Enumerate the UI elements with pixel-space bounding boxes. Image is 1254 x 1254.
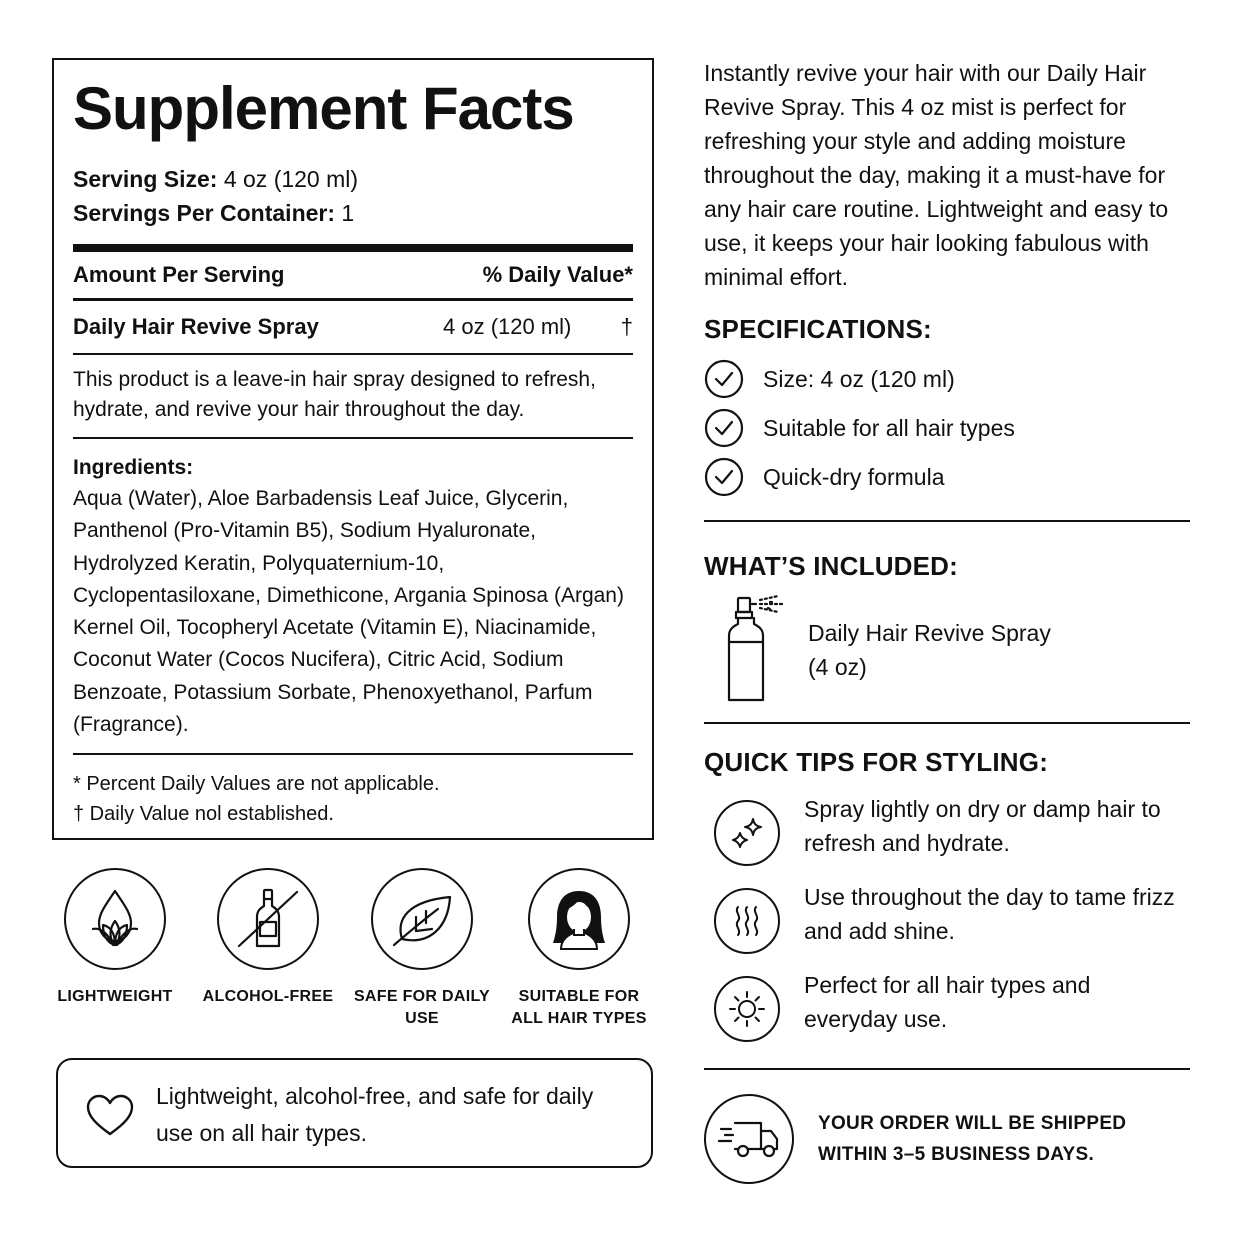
intro-paragraph: Instantly revive your hair with our Daily Hair Revive Spray. This 4 oz mist is perfect for refreshing your style and adding moisture throughout the day, making it a must-have for any hair care routine. Lightweight and easy to use, it keeps your hair looking fabulous with minimal effort.	[704, 60, 1169, 290]
included-item	[808, 616, 1051, 684]
feature-lightweight	[40, 868, 190, 1008]
thick-divider	[73, 244, 633, 252]
specifications-title: SPECIFICATIONS:	[704, 314, 932, 344]
spec-item-label: Suitable for all hair types	[763, 414, 1015, 441]
feature-safe-daily-label: SAFE FOR DAILY USE	[353, 988, 491, 1027]
dv-header: % Daily Value*	[482, 262, 633, 287]
feature-lightweight-label: LIGHTWEIGHT	[57, 988, 173, 1005]
leaf-icon	[371, 868, 473, 970]
spec-item-label: Size: 4 oz (120 ml)	[763, 365, 955, 392]
serving-size-value: 4 oz (120 ml)	[217, 166, 359, 192]
spec-item-size	[704, 359, 1184, 399]
tips-title: QUICK TIPS FOR STYLING:	[704, 747, 1049, 777]
item-row	[73, 301, 633, 355]
item-dv: †	[620, 314, 633, 339]
item-name: Daily Hair Revive Spray	[73, 314, 319, 339]
servings-label: Servings Per Container:	[73, 200, 336, 226]
included-title: WHAT’S INCLUDED:	[704, 551, 959, 581]
callout-box	[56, 1058, 653, 1168]
check-circle-icon	[704, 408, 744, 448]
feature-alcohol-free	[193, 868, 343, 1008]
sun-icon	[714, 976, 780, 1042]
amount-header-row	[73, 252, 633, 301]
item-amount: 4 oz (120 ml)	[443, 314, 572, 339]
ingredients-section	[73, 439, 633, 755]
included-item-name: Daily Hair Revive Spray	[808, 620, 1051, 646]
spray-bottle-icon	[722, 594, 786, 704]
included-item-size: (4 oz)	[808, 654, 867, 680]
spec-item-quick-dry	[704, 457, 1184, 497]
ingredients-text: Aqua (Water), Aloe Barbadensis Leaf Juice, Glycerin, Panthenol (Pro-Vitamin B5), Sodium Hyaluronate, Hydrolyzed Keratin, Polyquaternium-10, Cyclopentasiloxane, Dimethicone, Argania Spinosa (Argan) Kernel Oil, Tocopheryl Acetate (Vitamin E), Niacinamide, Coconut Water (Cocos Nucifera), Citric Acid, Sodium Benzoate, Potassium Sorbate, Phenoxyethanol, Parfum (Fragrance).	[73, 487, 624, 737]
divider	[704, 722, 1190, 724]
servings-per-container	[73, 196, 633, 230]
divider	[704, 1068, 1190, 1070]
spec-item-label: Quick-dry formula	[763, 463, 945, 490]
servings-value: 1	[335, 200, 355, 226]
woman-hair-icon	[528, 868, 630, 970]
feature-all-hair-label: SUITABLE FOR ALL HAIR TYPES	[511, 988, 647, 1027]
feature-icons	[52, 868, 662, 1038]
footnotes	[73, 755, 633, 829]
check-circle-icon	[704, 359, 744, 399]
heart-icon	[86, 1094, 134, 1136]
footnote-dagger: † Daily Value nol established.	[73, 803, 334, 826]
tip-item-frizz	[704, 884, 1194, 958]
tip-text: Use throughout the day to tame frizz and add shine.	[804, 884, 1175, 944]
droplet-leaf-icon	[64, 868, 166, 970]
shipping-notice: YOUR ORDER WILL BE SHIPPED WITHIN 3–5 BUSINESS DAYS.	[818, 1113, 1127, 1165]
callout-text: Lightweight, alcohol-free, and safe for daily use on all hair types.	[156, 1083, 594, 1146]
tip-text: Spray lightly on dry or damp hair to refresh and hydrate.	[804, 796, 1161, 856]
feature-safe-daily	[347, 868, 497, 1030]
supplement-facts-panel	[52, 58, 654, 840]
feature-alcohol-free-label: ALCOHOL-FREE	[202, 988, 334, 1005]
serving-size	[73, 162, 633, 196]
product-description: This product is a leave-in hair spray designed to refresh, hydrate, and revive your hair throughout the day.	[73, 355, 633, 439]
serving-size-label: Serving Size:	[73, 166, 218, 192]
delivery-truck-icon	[704, 1094, 794, 1184]
feature-all-hair	[501, 868, 657, 1030]
facts-title: Supplement Facts	[73, 75, 574, 142]
ingredients-title: Ingredients:	[73, 456, 194, 479]
sparkle-icon	[714, 800, 780, 866]
divider	[704, 520, 1190, 522]
tip-item-everyday	[704, 972, 1194, 1046]
footnote-percent: * Percent Daily Values are not applicable.	[73, 773, 440, 796]
no-bottle-icon	[217, 868, 319, 970]
tip-text: Perfect for all hair types and everyday use.	[804, 972, 1091, 1032]
check-circle-icon	[704, 457, 744, 497]
tip-item-spray	[704, 796, 1194, 870]
spec-item-hair-types	[704, 408, 1184, 448]
amount-header: Amount Per Serving	[73, 262, 285, 287]
wavy-lines-icon	[714, 888, 780, 954]
